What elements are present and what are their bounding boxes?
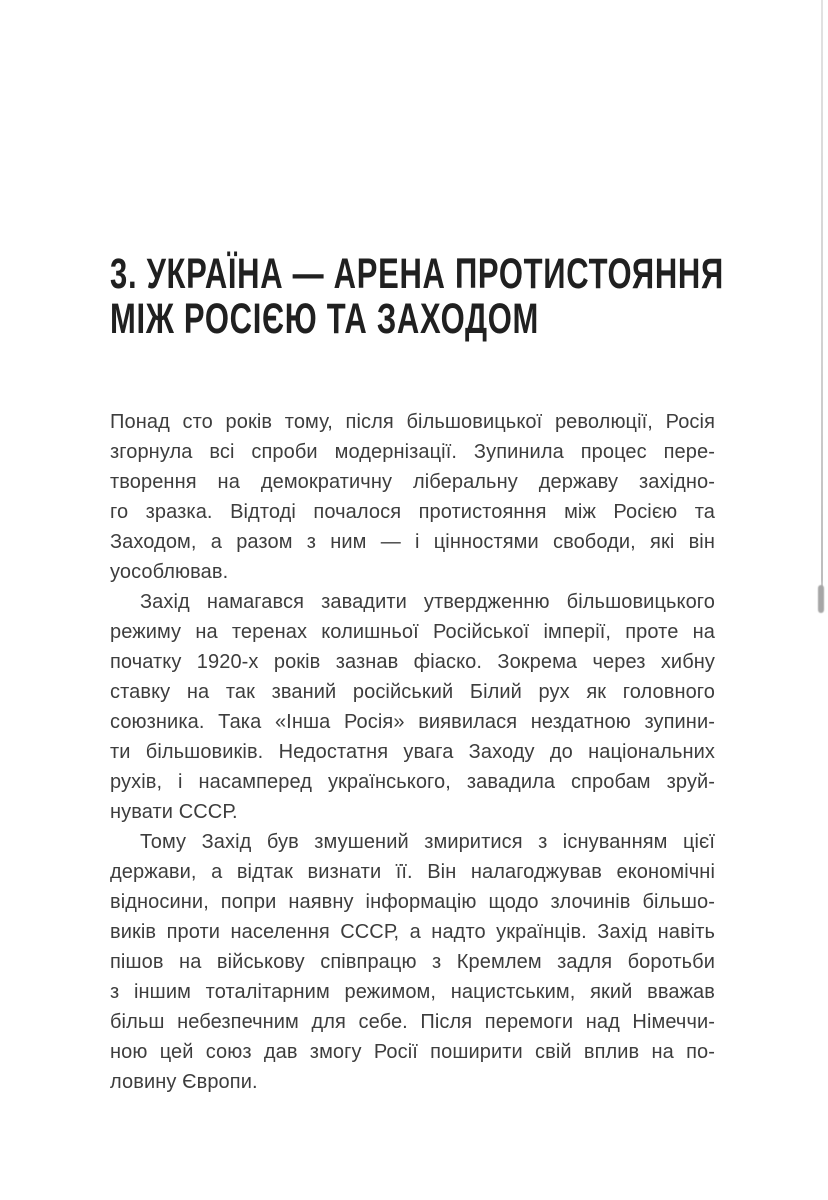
text-line: згорнула всі спроби модернізації. Зупинила процес пере- bbox=[110, 441, 715, 463]
chapter-heading-line bbox=[110, 252, 760, 297]
text-line: відносини, попри наявну інформацію щодо злочинів більшо- bbox=[110, 891, 715, 913]
text-line: ставку на так званий російський Білий рух як головного bbox=[110, 681, 715, 703]
text-line: Захід намагався завадити утвердженню більшовицького bbox=[140, 591, 715, 613]
text-line: Понад сто років тому, після більшовицької революції, Росія bbox=[110, 411, 715, 433]
text-line: уособлював. bbox=[110, 561, 229, 583]
text-line: більш небезпечним для себе. Після перемоги над Німеччи- bbox=[110, 1011, 715, 1033]
text-line: ти більшовиків. Недостатня увага Заходу до національних bbox=[110, 741, 715, 763]
text-line: Заходом, а разом з ним — і цінностями свободи, які він bbox=[110, 531, 715, 553]
chapter-heading-line bbox=[110, 297, 760, 342]
text-line: ною цей союз дав змогу Росії поширити свій вплив на по- bbox=[110, 1041, 715, 1063]
text-line: з іншим тоталітарним режимом, нацистським, який вважав bbox=[110, 981, 715, 1003]
text-line: виків проти населення СССР, а надто українців. Захід навіть bbox=[110, 921, 715, 943]
text-line: початку 1920-х років зазнав фіаско. Зокрема через хибну bbox=[110, 651, 715, 673]
page-edge-line bbox=[821, 0, 823, 610]
text-line: рухів, і насамперед українського, завадила спробам зруй- bbox=[110, 771, 715, 793]
text-line: пішов на військову співпрацю з Кремлем задля боротьби bbox=[110, 951, 715, 973]
text-line: ловину Європи. bbox=[110, 1071, 258, 1093]
chapter-heading-text: МІЖ РОСІЄЮ ТА ЗАХОДОМ bbox=[110, 295, 540, 343]
text-line: го зразка. Відтоді почалося протистояння між Росією та bbox=[110, 501, 715, 523]
text-line: союзника. Така «Інша Росія» виявилася нездатною зупини- bbox=[110, 711, 715, 733]
chapter-heading-text: 3. УКРАЇНА — АРЕНА ПРОТИСТОЯННЯ bbox=[110, 250, 724, 298]
text-line: творення на демократичну ліберальну державу західно- bbox=[110, 471, 715, 493]
body-text bbox=[110, 407, 715, 1097]
text-line: режиму на теренах колишньої Російської імперії, проте на bbox=[110, 621, 715, 643]
text-line: держави, а відтак визнати її. Він налагоджував економічні bbox=[110, 861, 715, 883]
text-line: Тому Захід був змушений змиритися з існуванням цієї bbox=[140, 831, 715, 853]
chapter-heading bbox=[110, 252, 760, 342]
page-edge-smudge bbox=[818, 585, 824, 613]
text-line: нувати СССР. bbox=[110, 801, 238, 823]
